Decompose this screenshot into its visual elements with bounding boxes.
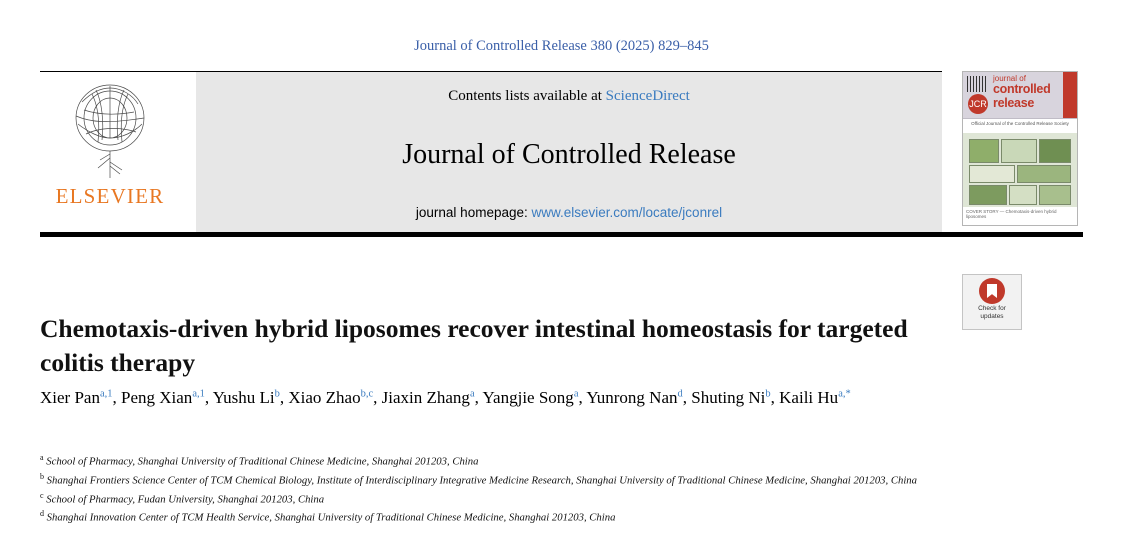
journal-masthead [40, 71, 942, 234]
author-affiliation-mark: b [765, 388, 771, 400]
affiliation-list [40, 452, 960, 527]
affiliation-mark: b [40, 471, 44, 481]
affiliation-mark: c [40, 490, 44, 500]
cover-society-badge: JCR [968, 94, 988, 114]
author-affiliation-mark: a,1 [192, 388, 205, 400]
contents-line [448, 88, 690, 105]
journal-band [196, 72, 942, 234]
crossmark-check-for-updates[interactable] [962, 274, 1022, 330]
affiliation-text: School of Pharmacy, Shanghai University of Traditional Chinese Medicine, Shanghai 201203, China [46, 455, 479, 468]
affiliation-text: Shanghai Frontiers Science Center of TCM Chemical Biology, Institute of Interdisciplinary Integrative Medicine Research, Shanghai University of Traditional Chinese Medicine, Shanghai 201203, China [46, 474, 917, 487]
author-name: Peng Xian [121, 388, 193, 407]
author-name: Yangjie Song [482, 388, 574, 407]
cover-header [963, 72, 1077, 119]
author-affiliation-mark: a [469, 388, 475, 400]
author-name: Yushu Li [212, 388, 275, 407]
sciencedirect-link[interactable]: ScienceDirect [605, 88, 690, 104]
author-list: Xier Pan$^{a,1}$, Peng Xian$^{a,1}$, Yushu Li$^b$, Xiao Zhao$^{b,c}$, Jiaxin Zhang$^a$, Yangjie Song$^a$, Yunrong Nan$^d$, Shuting Ni$^b$, Kaili $Hu^{a,*}$ [40, 388, 851, 407]
cover-label-big: controlled [993, 82, 1051, 97]
author-affiliation-mark: a [573, 388, 579, 400]
elsevier-logo [40, 72, 180, 234]
elsevier-wordmark: ELSEVIER [55, 184, 165, 208]
cover-artwork [963, 133, 1077, 207]
elsevier-tree-icon [62, 78, 158, 182]
cover-red-bar [1063, 72, 1077, 118]
journal-title: Journal of Controlled Release [402, 139, 736, 170]
crossmark-label [963, 305, 1021, 321]
affiliation-item [40, 490, 960, 508]
running-head: Journal of Controlled Release 380 (2025) 829–845 [414, 38, 709, 54]
homepage-prefix: journal homepage: [415, 205, 532, 220]
author-name: Shuting Ni [691, 388, 766, 407]
affiliation-text: Shanghai Innovation Center of TCM Health Service, Shanghai University of Traditional Chinese Medicine, Shanghai 201203, China [46, 512, 616, 525]
author-name: Xiao Zhao [288, 388, 361, 407]
author-name: Xier Pan [40, 388, 100, 407]
barcode-icon [967, 76, 987, 92]
crossmark-icon [979, 278, 1005, 304]
journal-cover-thumbnail [962, 71, 1078, 226]
author-name: Yunrong Nan [586, 388, 678, 407]
author-name: Jiaxin Zhang [381, 388, 470, 407]
cover-journal-title [993, 75, 1050, 110]
cover-label-small: journal of [993, 74, 1026, 83]
affiliation-item [40, 452, 960, 470]
author-affiliation-mark: a,* [838, 388, 851, 400]
cover-caption: COVER STORY — Chemotaxis-driven hybrid liposomes [963, 207, 1077, 226]
author-affiliation-mark: b,c [360, 388, 374, 400]
journal-homepage-line [416, 205, 722, 220]
author-affiliation-mark: b [274, 388, 280, 400]
contents-prefix: Contents lists available at [448, 88, 606, 104]
cover-subtitle: Official Journal of the Controlled Release Society [963, 119, 1077, 133]
author-affiliation-mark: a,1 [99, 388, 113, 400]
affiliation-mark: d [40, 509, 44, 519]
affiliation-text: School of Pharmacy, Fudan University, Shanghai 201203, China [46, 493, 325, 506]
masthead-bottom-rule [40, 232, 1083, 237]
author-affiliation-mark: d [677, 388, 683, 400]
crossmark-line1: Check for [978, 305, 1006, 312]
author-name: Kaili Hu [779, 388, 839, 407]
affiliation-item [40, 471, 960, 489]
cover-label-big2: release [993, 95, 1034, 110]
page-title: Chemotaxis-driven hybrid liposomes recover intestinal homeostasis for targeted colitis therapy [40, 314, 908, 377]
crossmark-line2: updates [980, 313, 1004, 321]
affiliation-item [40, 508, 960, 526]
affiliation-mark: a [40, 453, 44, 462]
journal-homepage-link[interactable]: www.elsevier.com/locate/jconrel [531, 205, 723, 220]
